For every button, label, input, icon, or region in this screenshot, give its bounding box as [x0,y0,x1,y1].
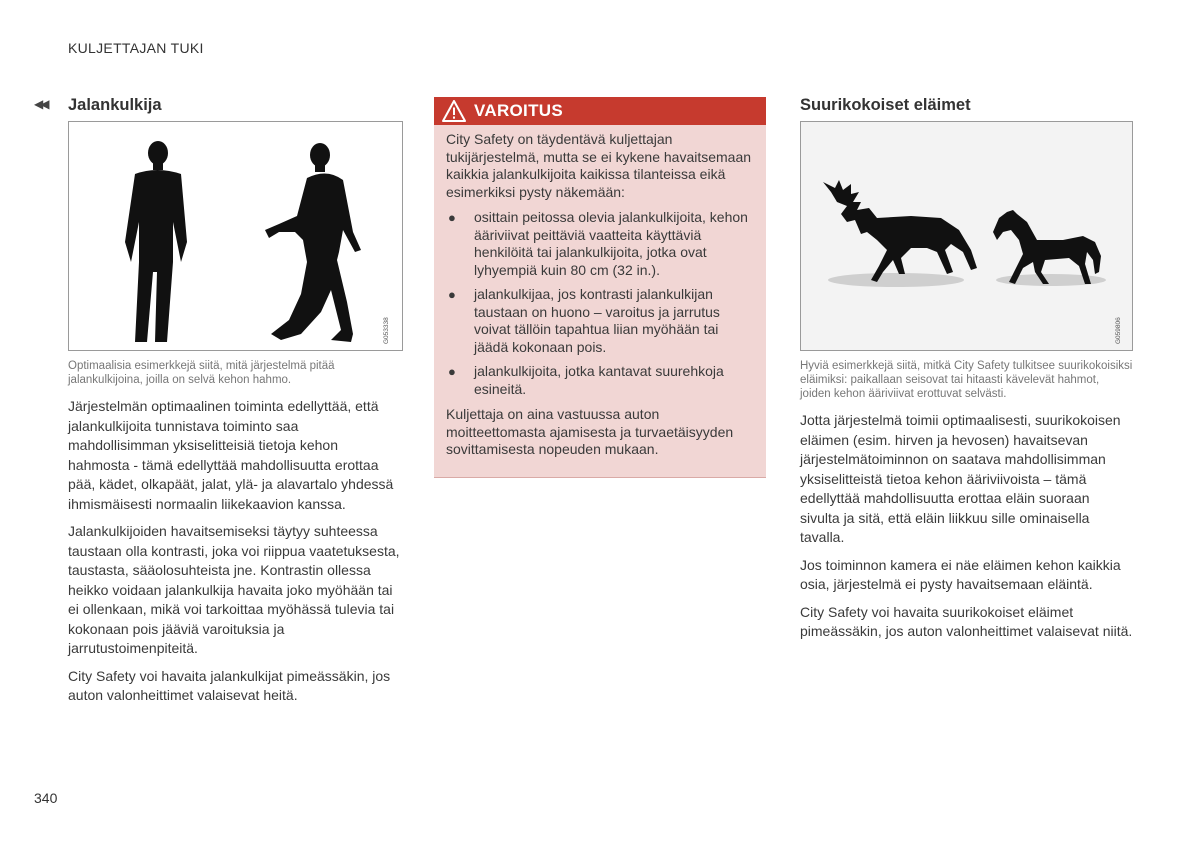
warning-header [434,97,766,125]
list-item [446,363,756,398]
paragraph: Jalankulkijoiden havaitsemiseksi täytyy suhteessa taustaan olla kontrasti, joka voi riippua vaatetuksesta, taustasta, sääolosuhteista jne. Kontrastin ollessa heikko voidaan jalankulkija havaita joko myöhään tai ei ollenkaan, mikä voi tarkoittaa myöhässä tulevia tai kokonaan pois jääviä varoituksia ja jarrutustoimenpiteitä. [68,523,400,656]
list-item-text: osittain peitossa olevia jalankulkijoita, kehon ääriviivat peittäviä vaatteita käyttäviä henkilöitä tai jalankulkijoita, jotka ovat lyhyempiä kuin 80 cm (32 in.). [474,209,748,278]
pedestrian-figure [68,121,403,351]
list-item [446,286,756,356]
figure-code: G059806 [1115,317,1122,344]
list-item-text: jalankulkijoita, jotka kantavat suurehkoja esineitä. [474,363,724,397]
paragraph: Jos toiminnon kamera ei näe eläimen kehon kaikkia osia, järjestelmä ei pysty havaitsemaan eläintä. [800,556,1121,592]
warning-list [446,209,756,398]
section-heading-animals: Suurikokoiset eläimet [800,96,971,114]
figure-code: G053338 [383,317,390,344]
section-heading-pedestrian: Jalankulkija [68,96,162,114]
large-animals-section [800,95,1133,650]
figure-caption: Optimaalisia esimerkkejä siitä, mitä järjestelmä pitää jalankulkijoina, joilla on selvä kehon hahmo. [68,360,335,386]
list-item [446,209,756,279]
paragraph: City Safety voi havaita jalankulkijat pimeässäkin, jos auton valonheittimet valaisevat heitä. [68,667,391,703]
warning-box [434,97,766,478]
bullet-icon: ● [448,210,456,225]
warning-intro: City Safety on täydentävä kuljettajan tukijärjestelmä, mutta se ei kykene havaitsemaan kaikkia jalankulkijoita kaikissa tilanteissa eikä esimerkiksi pysty näkemään: [446,131,752,200]
figure-caption: Hyviä esimerkkejä siitä, mitkä City Safety tulkitsee suurikokoisiksi eläimiksi: paikallaan seisovat tai hitaasti kävelevät hahmot, joiden kehon ääriviivat erottuvat selvästi. [800,360,1133,400]
animals-figure [800,121,1133,351]
bullet-icon: ● [448,287,456,302]
paragraph: City Safety voi havaita suurikokoiset eläimet pimeässäkin, jos auton valonheittimet valaisevat niitä. [800,603,1133,639]
bullet-icon: ● [448,364,456,379]
list-item-text: jalankulkijaa, jos kontrasti jalankulkijan taustaan on huono – varoitus ja jarrutus voivat tällöin tapahtua liian myöhään tai jäädä kokonaan pois. [474,286,720,355]
warning-closing: Kuljettaja on aina vastuussa auton moitteettomasta ajamisesta ja turvaetäisyyden sovittamisesta nopeuden mukaan. [446,406,734,457]
animal-silhouettes [801,122,1132,350]
paragraph: Jotta järjestelmä toimii optimaalisesti, suurikokoisen eläimen (esim. hirven ja hevosen) havaitsevan järjestelmätoiminnon on saatava mahdollisimman yksiselitteistä tietoa kehon ääriviivoista – tämä edellyttää mahdollisuutta erottaa eläin suoraan sivulta ja sitä, että eläin liikkuu sille ominaisella tavalla. [800,412,1121,545]
double-chevron-left-icon[interactable]: ◀◀ [34,97,47,111]
warning-title: VAROITUS [474,101,563,120]
warning-triangle-icon [442,100,466,122]
pedestrian-silhouettes [69,122,402,350]
pedestrian-section [34,95,403,714]
page-number: 340 [34,790,58,806]
running-header: KULJETTAJAN TUKI [68,40,204,56]
paragraph: Järjestelmän optimaalinen toiminta edellyttää, että jalankulkijoita tunnistava toiminto saa mahdollisimman yksiselitteisiä tietoja kehon hahmosta - tämä edellyttää mahdollisuutta erottaa pää, kädet, olkapäät, jalat, ylä- ja alavartalo yhdessä ihmismäisesti normaalin liikekaavion kanssa. [68,398,394,512]
